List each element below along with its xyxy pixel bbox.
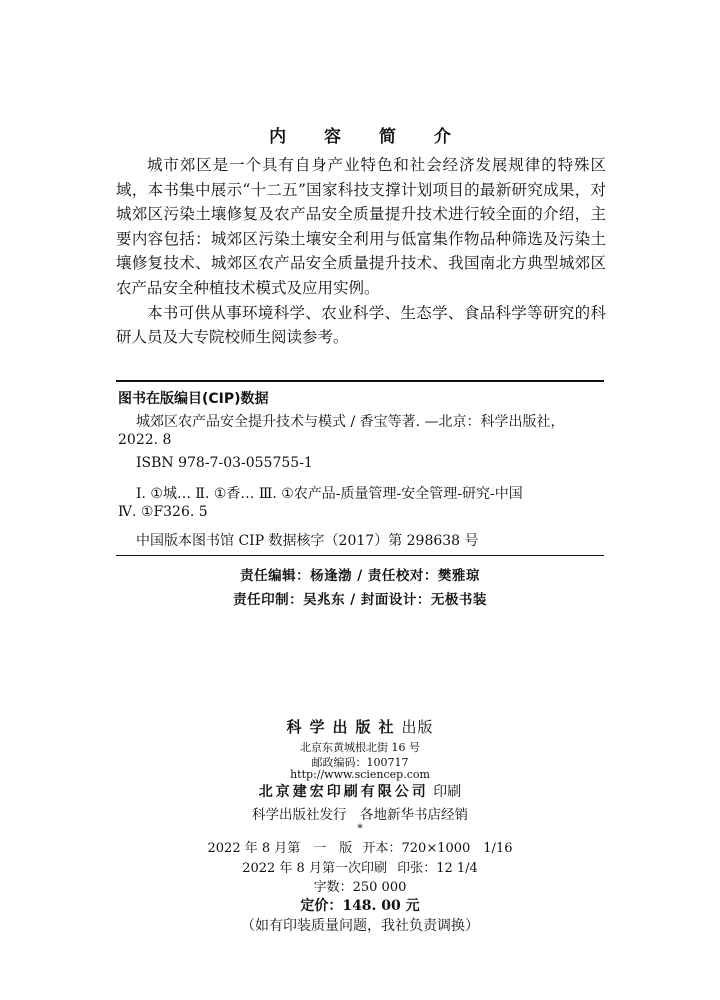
cip-heading: 图书在版编目(CIP)数据 [118,391,269,407]
summary-title: 内 容 简 介 [269,127,467,147]
print-sheets: 印张：12 1/4 [397,861,478,876]
printer-suffix: 印刷 [433,784,462,800]
edition-date: 2022 年 8 月第 一 版 [207,841,353,856]
cip-bottom-rule [116,555,604,556]
printer-line [0,781,720,801]
printing-date: 2022 年 8 月第一次印刷 [242,861,387,876]
publisher-line [0,716,720,737]
cip-top-rule [116,380,604,382]
cip-classification: Ⅰ. ①城… Ⅱ. ①香… Ⅲ. ①农产品-质量管理-安全管理-研究-中国 [136,486,523,502]
printer-name: 北京建宏印刷有限公司 [258,784,429,800]
cip-isbn: ISBN 978-7-03-055755-1 [136,455,313,471]
edition-line [0,837,720,856]
cip-date-line: 2022. 8 [118,432,172,448]
quality-notice: （如有印装质量问题，我社负责调换） [241,918,479,934]
publisher-name: 科学出版社 [286,718,402,736]
cip-classification-code: Ⅳ. ①F326. 5 [118,504,208,520]
price: 定价：148. 00 元 [300,898,420,914]
cip-record-number: 中国版本图书馆 CIP 数据核字（2017）第 298638 号 [136,533,479,549]
summary-paragraph: 城市郊区是一个具有自身产业特色和社会经济发展规律的特殊区域，本书集中展示“十二五”国家科技支撑计划项目的最新研究成果，对城郊区污染土壤修复及农产品安全质量提升技术进行较全面的介绍，主要内容包括：城郊区污染土壤安全利用与低富集作物品种筛选及污染土壤修复技术、城郊区农产品安全质量提升技术、我国南北方典型城郊区农产品安全种植技术模式及应用实例。 [116,156,606,297]
postal-code: 邮政编码：100717 [311,756,409,769]
word-count: 字数：250 000 [313,880,407,895]
publisher-suffix: 出版 [401,718,434,736]
publisher-address: 北京东黄城根北街 16 号 [300,741,420,754]
editor-credits: 责任编辑：杨逢渤 / 责任校对：樊雅琼 [240,568,480,584]
publisher-url: http://www.sciencep.com [290,768,430,781]
book-format: 开本：720×1000 1/16 [362,841,513,856]
summary-paragraph: 本书可供从事环境科学、农业科学、生态学、食品科学等研究的科研人员及大专院校师生阅读参考。 [116,303,606,347]
printing-line [0,857,720,876]
production-credits: 责任印制：吴兆东 / 封面设计：无极书装 [233,592,487,608]
distribution-line: 科学出版社发行 各地新华书店经销 [252,807,468,823]
separator-star: * [357,822,363,835]
cip-title-line: 城郊区农产品安全提升技术与模式 / 香宝等著. —北京：科学出版社， [136,414,565,430]
summary-body [116,153,606,350]
